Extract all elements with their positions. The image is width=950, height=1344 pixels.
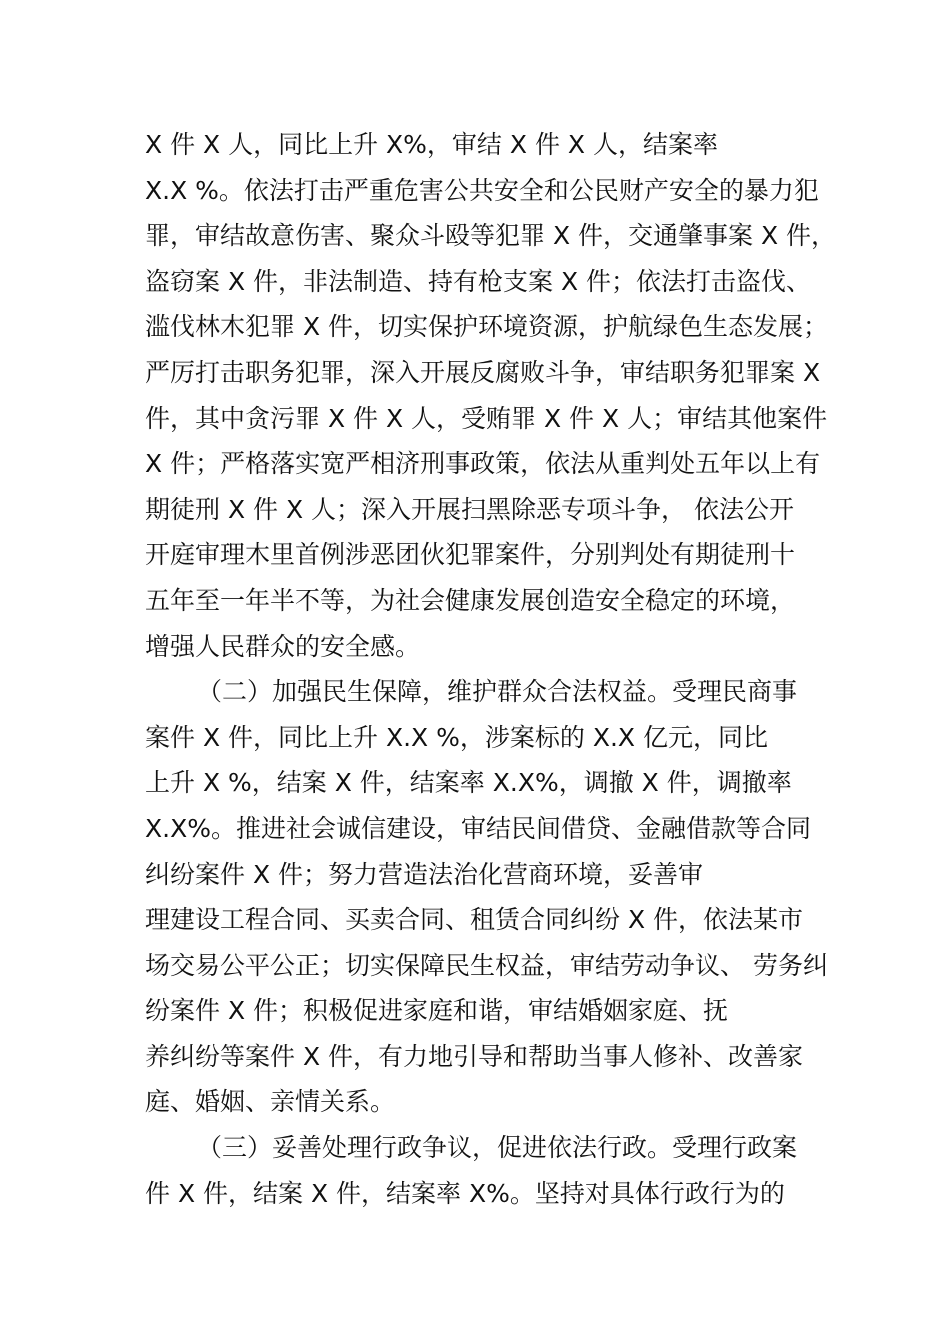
text-line: X 件；严格落实宽严相济刑事政策，依法从重判处五年以上有 (145, 449, 821, 479)
document-body (145, 122, 837, 1216)
text-line: 场交易公平公正；切实保障民生权益，审结劳动争议、 劳务纠 (145, 950, 828, 980)
text-line: X 件 X 人，同比上升 X%，审结 X 件 X 人，结案率 (145, 130, 718, 159)
text-line: X.X %。依法打击严重危害公共安全和公民财产安全的暴力犯 (145, 175, 819, 205)
text-line: X.X%。推进社会诚信建设，审结民间借贷、金融借款等合同 (145, 813, 811, 843)
text-line: 纷案件 X 件；积极促进家庭和谐，审结婚姻家庭、抚 (145, 996, 729, 1026)
text-line: 件 X 件，结案 X 件，结案率 X%。坚持对具体行政行为的 (145, 1178, 785, 1208)
text-line: 期徒刑 X 件 X 人；深入开展扫黑除恶专项斗争， 依法公开 (145, 494, 794, 524)
text-line: 罪，审结故意伤害、聚众斗殴等犯罪 X 件，交通肇事案 X 件， (145, 221, 837, 251)
text-line: 增强人民群众的安全感。 (145, 631, 421, 661)
section-heading-line: （二）加强民生保障，维护群众合法权益。受理民商事 (197, 677, 798, 707)
text-line: 五年至一年半不等，为社会健康发展创造安全稳定的环境， (145, 585, 796, 615)
text-line: 理建设工程合同、买卖合同、租赁合同纠纷 X 件，依法某市 (145, 905, 804, 935)
section-heading-line: （三）妥善处理行政争议，促进依法行政。受理行政案 (197, 1133, 798, 1163)
text-line: 件，其中贪污罪 X 件 X 人，受贿罪 X 件 X 人；审结其他案件 (145, 403, 828, 433)
text-line: 开庭审理木里首例涉恶团伙犯罪案件，分别判处有期徒刑十 (145, 540, 796, 570)
text-line: 上升 X %，结案 X 件，结案率 X.X%，调撤 X 件，调撤率 (145, 768, 792, 798)
text-line: 盗窃案 X 件，非法制造、持有枪支案 X 件；依法打击盗伐、 (145, 266, 812, 296)
text-line: 庭、婚姻、亲情关系。 (145, 1087, 396, 1117)
text-line: 养纠纷等案件 X 件，有力地引导和帮助当事人修补、改善家 (145, 1041, 804, 1071)
text-line: 纠纷案件 X 件；努力营造法治化营商环境，妥善审 (145, 859, 704, 889)
text-line: 滥伐林木犯罪 X 件，切实保护环境资源，护航绿色生态发展； (145, 312, 829, 342)
text-line: 严厉打击职务犯罪，深入开展反腐败斗争，审结职务犯罪案 X (145, 357, 821, 387)
text-line: 案件 X 件，同比上升 X.X %，涉案标的 X.X 亿元，同比 (145, 722, 768, 752)
